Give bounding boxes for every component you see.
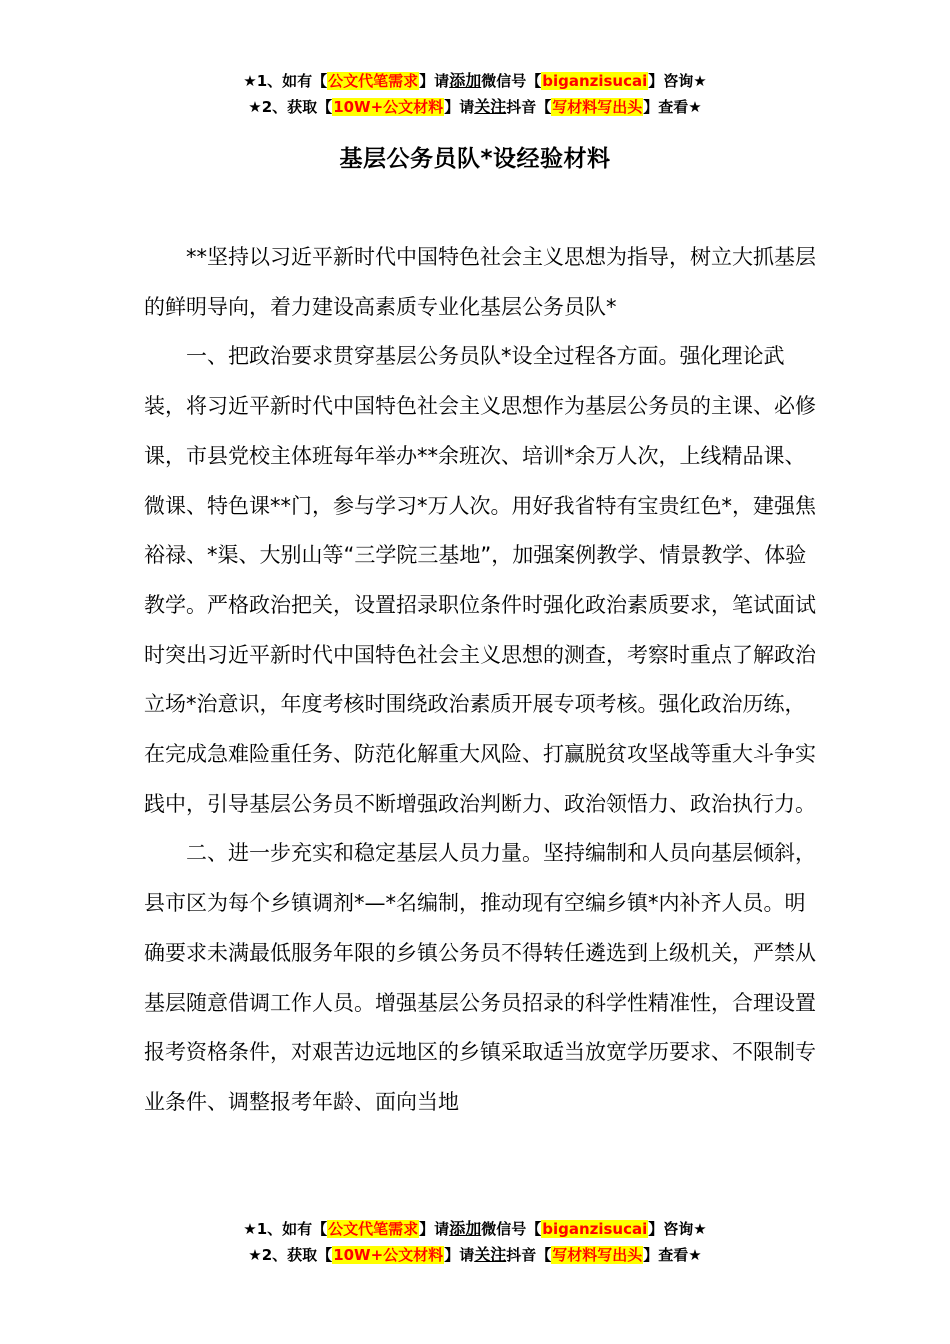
footer-l2-underline-follow: 关注	[474, 1245, 507, 1264]
header-l2-text-2: 】请	[444, 98, 475, 116]
header-l1-text-3: 微信号【	[481, 72, 542, 90]
header-banner-line-1	[0, 68, 950, 94]
document-body	[144, 233, 824, 1128]
footer-l2-highlight-materials: 10W+公文材料	[333, 1246, 444, 1264]
footer-l1-text-1: ★1、如有【	[243, 1220, 328, 1238]
footer-l2-text-2: 】请	[444, 1246, 475, 1264]
header-l1-highlight-wechat-id: biganzisucai	[542, 72, 648, 90]
header-l2-text-3: 抖音【	[506, 98, 552, 116]
header-l2-text-4: 】查看★	[643, 98, 702, 116]
footer-l1-text-4: 】咨询★	[648, 1220, 707, 1238]
footer-l1-text-3: 微信号【	[481, 1220, 542, 1238]
header-l2-underline-follow: 关注	[474, 97, 507, 116]
paragraph-intro: **坚持以习近平新时代中国特色社会主义思想为指导，树立大抓基层的鲜明导向，着力建设高素质专业化基层公务员队*	[144, 245, 816, 319]
paragraph-section-1: 一、把政治要求贯穿基层公务员队*设全过程各方面。强化理论武装，将习近平新时代中国特色社会主义思想作为基层公务员的主课、必修课，市县党校主体班每年举办**余班次、培训*余万人次，上线精品课、微课、特色课**门，参与学习*万人次。用好我省特有宝贵红色*，建强焦裕禄、*渠、大别山等“三学院三基地”，加强案例教学、情景教学、体验教学。严格政治把关，设置招录职位条件时强化政治素质要求，笔试面试时突出习近平新时代中国特色社会主义思想的测查，考察时重点了解政治立场*治意识，年度考核时围绕政治素质开展专项考核。强化政治历练，在完成急难险重任务、防范化解重大风险、打赢脱贫攻坚战等重大斗争实践中，引导基层公务员不断增强政治判断力、政治领悟力、政治执行力。	[144, 344, 816, 816]
footer-banner-line-1	[0, 1216, 950, 1242]
footer-l1-highlight-service: 公文代笔需求	[328, 1220, 419, 1238]
header-l2-text-1: ★2、获取【	[248, 98, 333, 116]
header-l1-text-1: ★1、如有【	[243, 72, 328, 90]
footer-l2-text-4: 】查看★	[643, 1246, 702, 1264]
header-banner	[0, 68, 950, 120]
footer-l1-highlight-wechat-id: biganzisucai	[542, 1220, 648, 1238]
footer-l2-text-1: ★2、获取【	[248, 1246, 333, 1264]
header-l1-text-2: 】请	[419, 72, 450, 90]
header-l1-highlight-service: 公文代笔需求	[328, 72, 419, 90]
header-l1-text-4: 】咨询★	[648, 72, 707, 90]
footer-l2-highlight-douyin: 写材料写出头	[552, 1246, 643, 1264]
footer-banner-line-2	[0, 1242, 950, 1268]
header-banner-line-2	[0, 94, 950, 120]
footer-l1-text-2: 】请	[419, 1220, 450, 1238]
footer-banner	[0, 1216, 950, 1268]
header-l2-highlight-douyin: 写材料写出头	[552, 98, 643, 116]
paragraph-section-2: 二、进一步充实和稳定基层人员力量。坚持编制和人员向基层倾斜，县市区为每个乡镇调剂*—*名编制，推动现有空编乡镇*内补齐人员。明确要求未满最低服务年限的乡镇公务员不得转任遴选到上级机关，严禁从基层随意借调工作人员。增强基层公务员招录的科学性精准性，合理设置报考资格条件，对艰苦边远地区的乡镇采取适当放宽学历要求、不限制专业条件、调整报考年龄、面向当地	[144, 841, 816, 1114]
footer-l1-underline-add: 添加	[449, 1219, 482, 1238]
header-l1-underline-add: 添加	[449, 71, 482, 90]
footer-l2-text-3: 抖音【	[506, 1246, 552, 1264]
document-title: 基层公务员队*设经验材料	[339, 146, 611, 172]
header-l2-highlight-materials: 10W+公文材料	[333, 98, 444, 116]
